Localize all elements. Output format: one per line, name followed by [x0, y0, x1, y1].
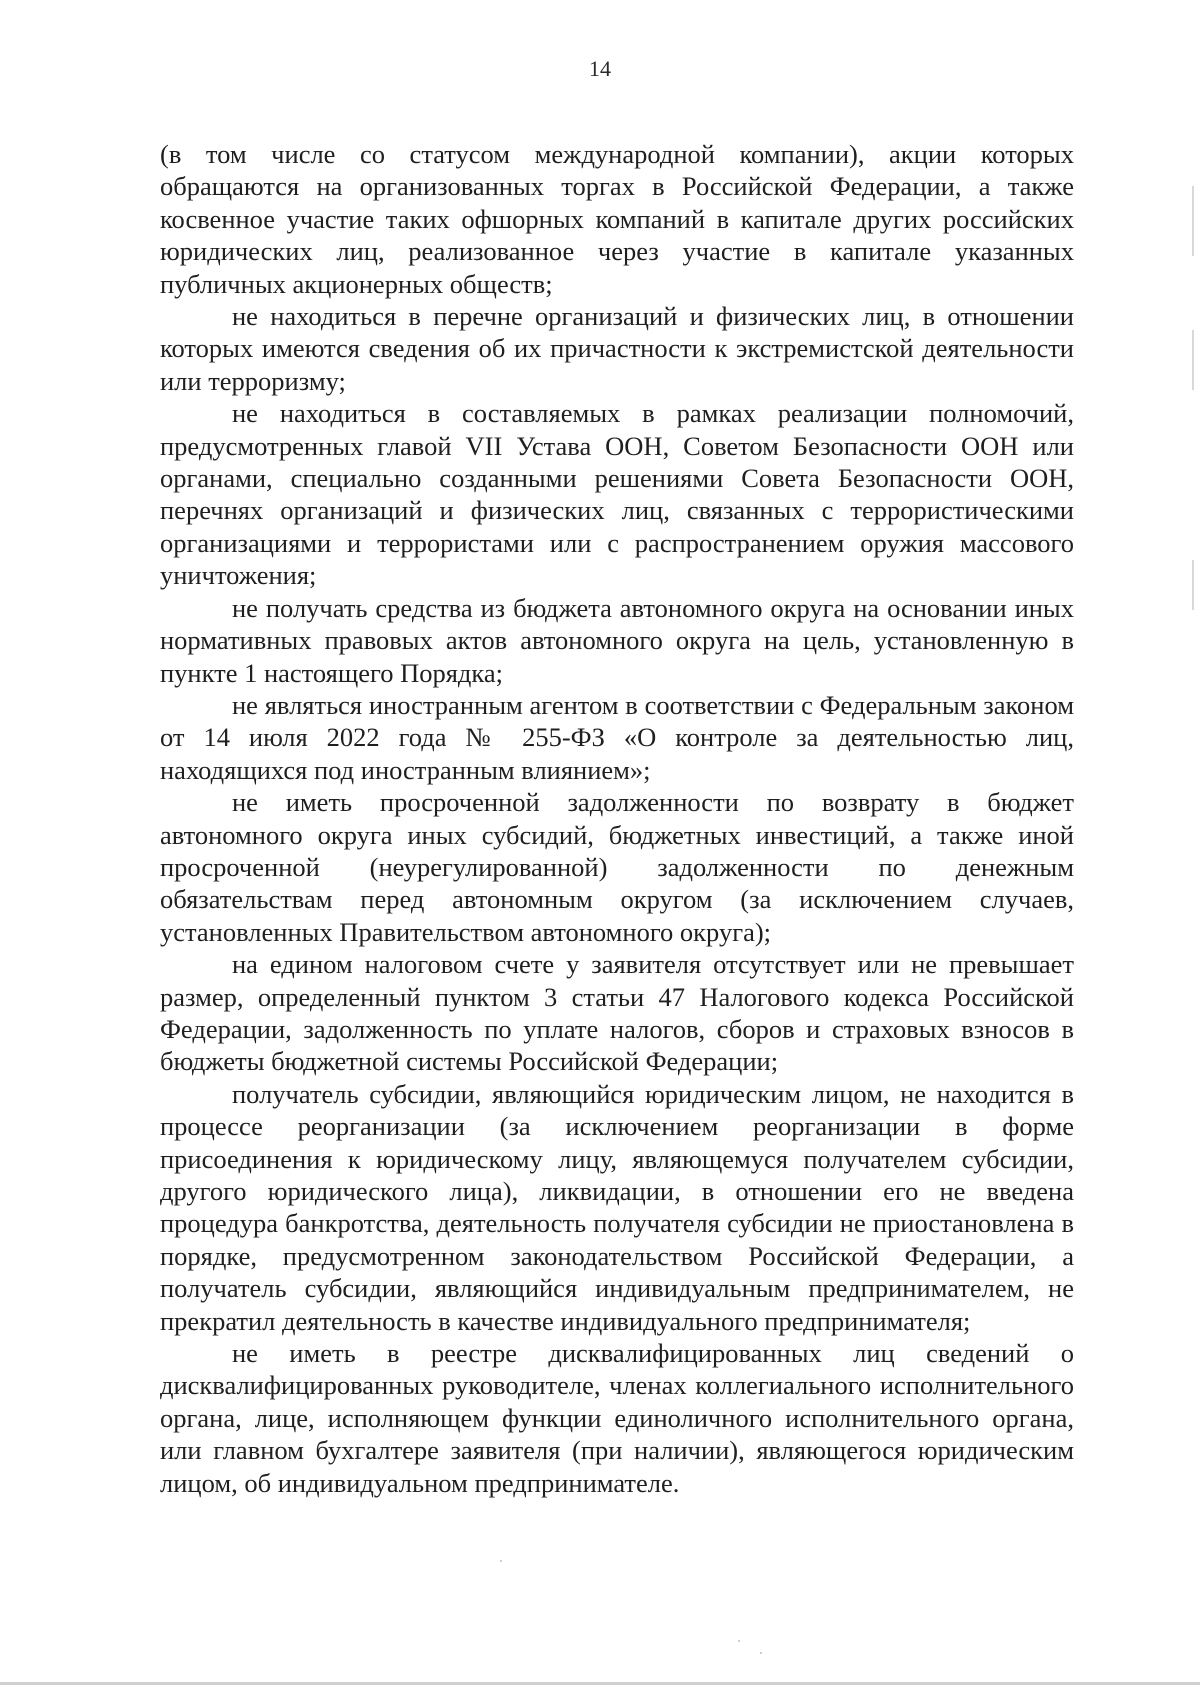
scan-speck — [738, 1640, 740, 1642]
scan-speck — [760, 1652, 762, 1654]
scan-edge-mark — [1192, 560, 1194, 610]
paragraph-2: не находиться в перечне организаций и физических лиц, в отношении которых имеются сведения об их причастности к экстремистской деятельности или терроризму; — [160, 301, 1074, 396]
page-number: 14 — [589, 56, 611, 81]
scan-edge-mark — [1192, 186, 1194, 256]
paragraph-8: получатель субсидии, являющийся юридическим лицом, не находится в процессе реорганизации (за исключением реорганизации в форме присоединения к юридическому лицу, являющемуся получателем субсидии, другого юридического лица), ликвидации, в отношении его не введена процедура банкротства, деятельность получателя субсидии не приостановлена в порядке, предусмотренном законодательством Российской Федерации, а получатель субсидии, являющийся индивидуальным предпринимателем, не прекратил деятельность в качестве индивидуального предпринимателя; — [160, 1078, 1074, 1336]
document-body — [160, 138, 1074, 1499]
paragraph-9: не иметь в реестре дисквалифицированных лиц сведений о дисквалифицированных руководителе, членах коллегиального исполнительного органа, лице, исполняющем функции единоличного исполнительного органа, или главном бухгалтере заявителя (при наличии), являющегося юридическим лицом, об индивидуальном предпринимателе. — [160, 1338, 1074, 1498]
paragraph-1: (в том числе со статусом международной компании), акции которых обращаются на организованных торгах в Российской Федерации, а также косвенное участие таких офшорных компаний в капитале других российских юридических лиц, реализованное через участие в капитале указанных публичных акционерных обществ; — [160, 139, 1074, 299]
paragraph-7: на едином налоговом счете у заявителя отсутствует или не превышает размер, определенный пунктом 3 статьи 47 Налогового кодекса Российской Федерации, задолженность по уплате налогов, сборов и страховых взносов в бюджеты бюджетной системы Российской Федерации; — [160, 949, 1074, 1077]
paragraph-5: не являться иностранным агентом в соответствии с Федеральным законом от 14 июля 2022 года № 255-ФЗ «О контроле за деятельностью лиц, находящихся под иностранным влиянием»; — [160, 689, 1074, 785]
scan-bottom-edge — [0, 1682, 1200, 1685]
scan-speck — [500, 1560, 502, 1562]
paragraph-4: не получать средства из бюджета автономного округа на основании иных нормативных правовых актов автономного округа на цель, установленную в пункте 1 настоящего Порядка; — [160, 592, 1074, 688]
paragraph-6: не иметь просроченной задолженности по возврату в бюджет автономного округа иных субсидий, бюджетных инвестиций, а также иной просроченной (неурегулированной) задолженности по денежным обязательствам перед автономным округом (за исключением случаев, установленных Правительством автономного округа); — [160, 787, 1074, 947]
paragraph-3: не находиться в составляемых в рамках реализации полномочий, предусмотренных главой VII Устава ООН, Советом Безопасности ООН или органами, специально созданными решениями Совета Безопасности ООН, перечнях организаций и физических лиц, связанных с террористическими организациями и террористами или с распространением оружия массового уничтожения; — [160, 398, 1074, 591]
scan-edge-mark — [1192, 330, 1194, 390]
